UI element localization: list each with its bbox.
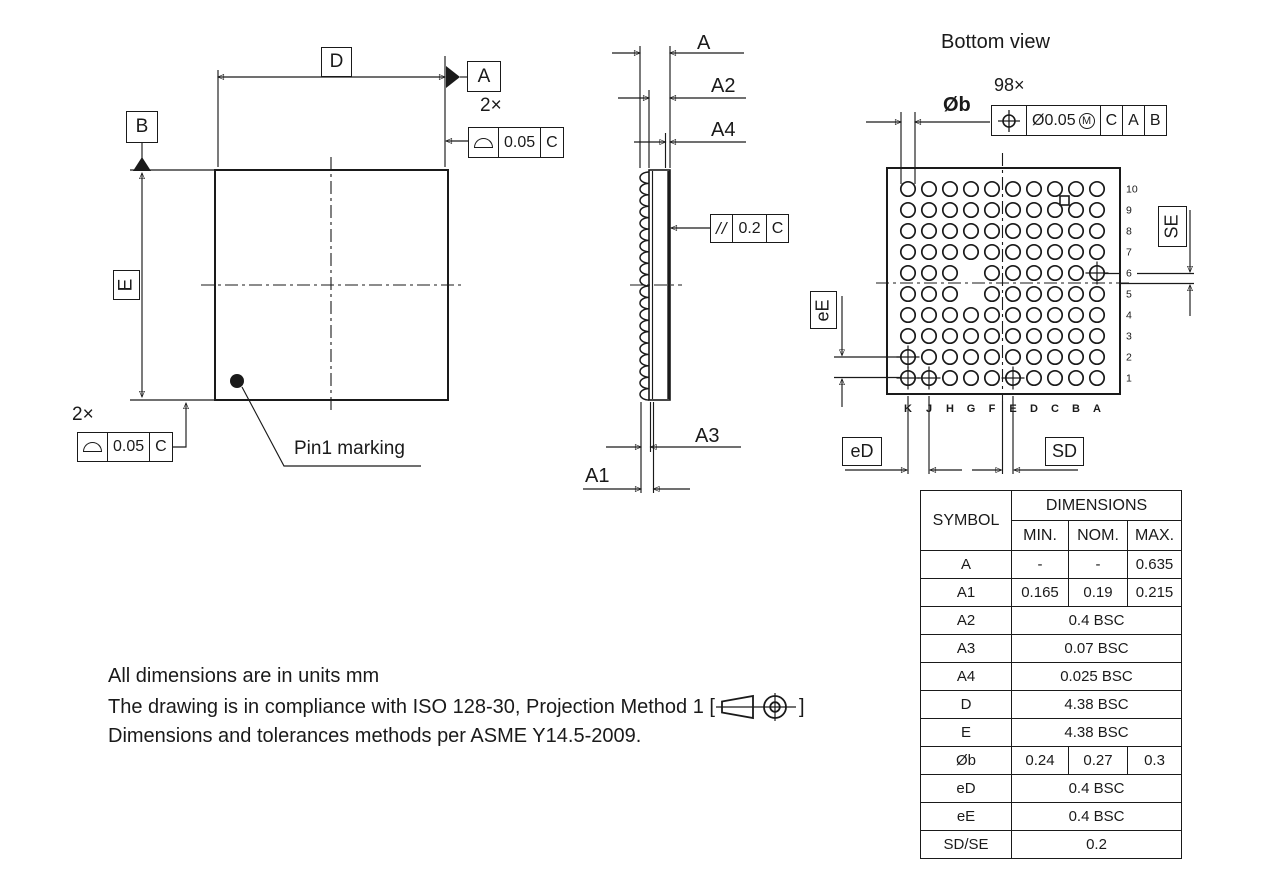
symbol-cell: A [921, 551, 1012, 579]
ball-C8 [1048, 224, 1062, 238]
ball-C4 [1048, 308, 1062, 322]
span-cell: 0.4 BSC [1012, 803, 1182, 831]
ball-E8 [1006, 224, 1020, 238]
ball-K7 [901, 245, 915, 259]
symbol-cell: Øb [921, 747, 1012, 775]
ball-H10 [943, 182, 957, 196]
ball-C10 [1048, 182, 1062, 196]
sd-label-text: SD [1051, 441, 1077, 461]
profile-of-surface-icon [78, 433, 107, 461]
bottom-view-linework [834, 112, 1194, 474]
table-row [921, 803, 1182, 831]
position-tolerance: Ø0.05 [1032, 111, 1076, 129]
symbol-cell: A4 [921, 663, 1012, 691]
ball-D2 [1027, 350, 1041, 364]
row-label-2: 2 [1126, 351, 1132, 364]
ball-F10 [985, 182, 999, 196]
a-label: A [697, 32, 711, 54]
table-row [921, 607, 1182, 635]
position-datum-3: B [1144, 106, 1166, 135]
pin1-dot [230, 374, 244, 388]
min-cell: - [1012, 551, 1069, 579]
ball-A9 [1090, 203, 1104, 217]
ball-H9 [943, 203, 957, 217]
row-label-4: 4 [1126, 309, 1132, 322]
ball-B4 [1069, 308, 1083, 322]
row-label-1: 1 [1126, 372, 1132, 385]
orientation-mark [1060, 196, 1069, 205]
d-label-text: D [329, 51, 344, 72]
symbol-cell: eE [921, 803, 1012, 831]
a3-label: A3 [695, 425, 720, 447]
datum-b-label [126, 111, 158, 143]
sd-basic-dim-label [1045, 437, 1084, 466]
col-label-B: B [1072, 403, 1080, 415]
symbol-cell: A1 [921, 579, 1012, 607]
ball-F9 [985, 203, 999, 217]
ball-C1 [1048, 371, 1062, 385]
ball-A8 [1090, 224, 1104, 238]
nom-cell: - [1069, 551, 1128, 579]
position-datum-2: A [1122, 106, 1144, 135]
top-view-linework [130, 56, 468, 466]
e-basic-dim-label [113, 270, 140, 300]
ball-F6 [985, 266, 999, 280]
row-label-9: 9 [1126, 204, 1132, 217]
span-cell: 0.07 BSC [1012, 635, 1182, 663]
table-row [921, 551, 1182, 579]
table-row [921, 719, 1182, 747]
table-row [921, 579, 1182, 607]
ball-H6 [943, 266, 957, 280]
span-cell: 0.4 BSC [1012, 607, 1182, 635]
ball-J3 [922, 329, 936, 343]
ball-D8 [1027, 224, 1041, 238]
col-label-F: F [988, 403, 996, 415]
count-top-label: 2× [480, 95, 502, 116]
min-cell: 0.165 [1012, 579, 1069, 607]
ball-F7 [985, 245, 999, 259]
ball-D6 [1027, 266, 1041, 280]
ball-A3 [1090, 329, 1104, 343]
datum-a-triangle [446, 66, 460, 88]
ball-F8 [985, 224, 999, 238]
symbol-cell: A3 [921, 635, 1012, 663]
ball-D10 [1027, 182, 1041, 196]
table-row [921, 775, 1182, 803]
ball-G7 [964, 245, 978, 259]
ball-dia-label: Øb [943, 94, 971, 116]
fcf-bottom-tolerance: 0.05 [107, 433, 149, 461]
first-angle-projection-icon [716, 691, 798, 723]
ball-K10 [901, 182, 915, 196]
col-label-C: C [1051, 403, 1059, 415]
col-label-J: J [925, 403, 933, 415]
ball-H5 [943, 287, 957, 301]
ball-C7 [1048, 245, 1062, 259]
ball-A4 [1090, 308, 1104, 322]
datum-b-triangle [133, 157, 151, 171]
table-header-max: MAX. [1128, 521, 1182, 551]
table-header-dimensions: DIMENSIONS [1012, 491, 1182, 521]
fcf-top-datum: C [540, 128, 563, 157]
symbol-cell: A2 [921, 607, 1012, 635]
ball-C6 [1048, 266, 1062, 280]
ball-H1 [943, 371, 957, 385]
a4-label: A4 [711, 119, 736, 141]
symbol-cell: SD/SE [921, 831, 1012, 859]
ball-H2 [943, 350, 957, 364]
ball-E6 [1006, 266, 1020, 280]
ball-B5 [1069, 287, 1083, 301]
table-row [921, 635, 1182, 663]
ball-D7 [1027, 245, 1041, 259]
true-position-icon [992, 106, 1026, 135]
ball-K9 [901, 203, 915, 217]
count-bottom-label: 2× [72, 404, 94, 425]
ball-J6 [922, 266, 936, 280]
row-label-10: 10 [1126, 183, 1138, 196]
symbol-cell: eD [921, 775, 1012, 803]
table-row [921, 831, 1182, 859]
span-cell: 0.025 BSC [1012, 663, 1182, 691]
ball-B6 [1069, 266, 1083, 280]
ball-E7 [1006, 245, 1020, 259]
ball-E5 [1006, 287, 1020, 301]
fcf-profile-bottom [77, 432, 173, 462]
span-cell: 0.4 BSC [1012, 775, 1182, 803]
ball-F5 [985, 287, 999, 301]
note-projection-bracket: ] [798, 695, 805, 718]
mmc-modifier-icon: M [1079, 113, 1095, 129]
note-standard: Dimensions and tolerances methods per ASME Y14.5-2009. [108, 724, 642, 747]
ball-K4 [901, 308, 915, 322]
ball-G4 [964, 308, 978, 322]
ball-F3 [985, 329, 999, 343]
ball-H7 [943, 245, 957, 259]
table-row [921, 663, 1182, 691]
ball-profile-path [640, 172, 649, 400]
ball-E2 [1006, 350, 1020, 364]
pin1-marking-label: Pin1 marking [294, 438, 405, 459]
solder-ball-scallops [640, 172, 649, 400]
ball-J10 [922, 182, 936, 196]
col-label-G: G [966, 403, 976, 415]
ball-K6 [901, 266, 915, 280]
ball-B9 [1069, 203, 1083, 217]
symbol-cell: E [921, 719, 1012, 747]
datum-a-label [467, 61, 501, 92]
fcf-bottom-datum: C [149, 433, 172, 461]
ball-B3 [1069, 329, 1083, 343]
col-label-E: E [1009, 403, 1017, 415]
bottom-view-title: Bottom view [941, 31, 1050, 53]
a1-label: A1 [585, 465, 610, 487]
ball-E10 [1006, 182, 1020, 196]
ball-H8 [943, 224, 957, 238]
ball-G10 [964, 182, 978, 196]
ball-G3 [964, 329, 978, 343]
span-cell: 0.2 [1012, 831, 1182, 859]
row-label-8: 8 [1126, 225, 1132, 238]
se-basic-dim-label [1158, 206, 1187, 247]
row-label-6: 6 [1126, 267, 1132, 280]
datum-b-text: B [135, 116, 149, 137]
row-label-5: 5 [1126, 288, 1132, 301]
symbol-cell: D [921, 691, 1012, 719]
ball-J5 [922, 287, 936, 301]
table-header-symbol: SYMBOL [921, 491, 1012, 551]
parallelism-icon: // [716, 218, 728, 238]
ball-G9 [964, 203, 978, 217]
ball-D5 [1027, 287, 1041, 301]
ball-C2 [1048, 350, 1062, 364]
ball-D4 [1027, 308, 1041, 322]
note-projection-text: The drawing is in compliance with ISO 128-30, Projection Method 1 [ [108, 695, 715, 718]
ball-G1 [964, 371, 978, 385]
ball-D9 [1027, 203, 1041, 217]
ball-K3 [901, 329, 915, 343]
ee-basic-dim-label [810, 291, 837, 329]
col-label-K: K [904, 403, 912, 415]
ball-K5 [901, 287, 915, 301]
ball-J8 [922, 224, 936, 238]
table-header-nom: NOM. [1069, 521, 1128, 551]
note-projection [108, 691, 805, 723]
span-cell: 4.38 BSC [1012, 719, 1182, 747]
ball-G8 [964, 224, 978, 238]
ball-J9 [922, 203, 936, 217]
row-label-7: 7 [1126, 246, 1132, 259]
drawing-notes [108, 663, 805, 750]
col-label-A: A [1093, 403, 1101, 415]
ball-B2 [1069, 350, 1083, 364]
position-tolerance-cell [1026, 106, 1100, 135]
nom-cell: 0.27 [1069, 747, 1128, 775]
ball-F4 [985, 308, 999, 322]
table-header-min: MIN. [1012, 521, 1069, 551]
profile-of-surface-icon [469, 128, 498, 157]
min-cell: 0.24 [1012, 747, 1069, 775]
dimensions-table [920, 490, 1182, 859]
ball-B10 [1069, 182, 1083, 196]
col-label-D: D [1030, 403, 1038, 415]
ball-F2 [985, 350, 999, 364]
fcf-parallelism [710, 214, 789, 243]
ball-B1 [1069, 371, 1083, 385]
ball-J4 [922, 308, 936, 322]
table-row [921, 691, 1182, 719]
parallelism-datum: C [766, 215, 789, 242]
fcf-position [991, 105, 1167, 136]
datum-a-text: A [477, 65, 491, 87]
fcf-top-tolerance: 0.05 [498, 128, 540, 157]
ball-K8 [901, 224, 915, 238]
ed-label-text: eD [850, 441, 874, 461]
note-units: All dimensions are in units mm [108, 665, 380, 687]
table-row [921, 747, 1182, 775]
ball-B8 [1069, 224, 1083, 238]
d-basic-dim-label [321, 47, 352, 77]
ball-H4 [943, 308, 957, 322]
span-cell: 4.38 BSC [1012, 691, 1182, 719]
max-cell: 0.635 [1128, 551, 1182, 579]
ball-A10 [1090, 182, 1104, 196]
ball-D1 [1027, 371, 1041, 385]
e-label-text: E [115, 278, 137, 292]
parallelism-tolerance: 0.2 [732, 215, 765, 242]
ed-basic-dim-label [842, 437, 882, 466]
ball-C5 [1048, 287, 1062, 301]
ball-A7 [1090, 245, 1104, 259]
ball-count-label: 98× [994, 75, 1025, 95]
ball-E4 [1006, 308, 1020, 322]
ball-H3 [943, 329, 957, 343]
position-datum-1: C [1100, 106, 1123, 135]
side-view-linework [583, 46, 746, 493]
row-label-3: 3 [1126, 330, 1132, 343]
ball-J7 [922, 245, 936, 259]
ball-A2 [1090, 350, 1104, 364]
fcf-profile-top [468, 127, 564, 158]
se-label-text: SE [1161, 214, 1182, 239]
max-cell: 0.215 [1128, 579, 1182, 607]
col-label-H: H [946, 403, 954, 415]
ball-G2 [964, 350, 978, 364]
max-cell: 0.3 [1128, 747, 1182, 775]
ball-A5 [1090, 287, 1104, 301]
ee-label-text: eE [813, 298, 833, 322]
ball-E9 [1006, 203, 1020, 217]
a2-label: A2 [711, 75, 736, 97]
nom-cell: 0.19 [1069, 579, 1128, 607]
ball-D3 [1027, 329, 1041, 343]
ball-J2 [922, 350, 936, 364]
ball-B7 [1069, 245, 1083, 259]
ball-F1 [985, 371, 999, 385]
ball-E3 [1006, 329, 1020, 343]
ball-A1 [1090, 371, 1104, 385]
ball-C3 [1048, 329, 1062, 343]
